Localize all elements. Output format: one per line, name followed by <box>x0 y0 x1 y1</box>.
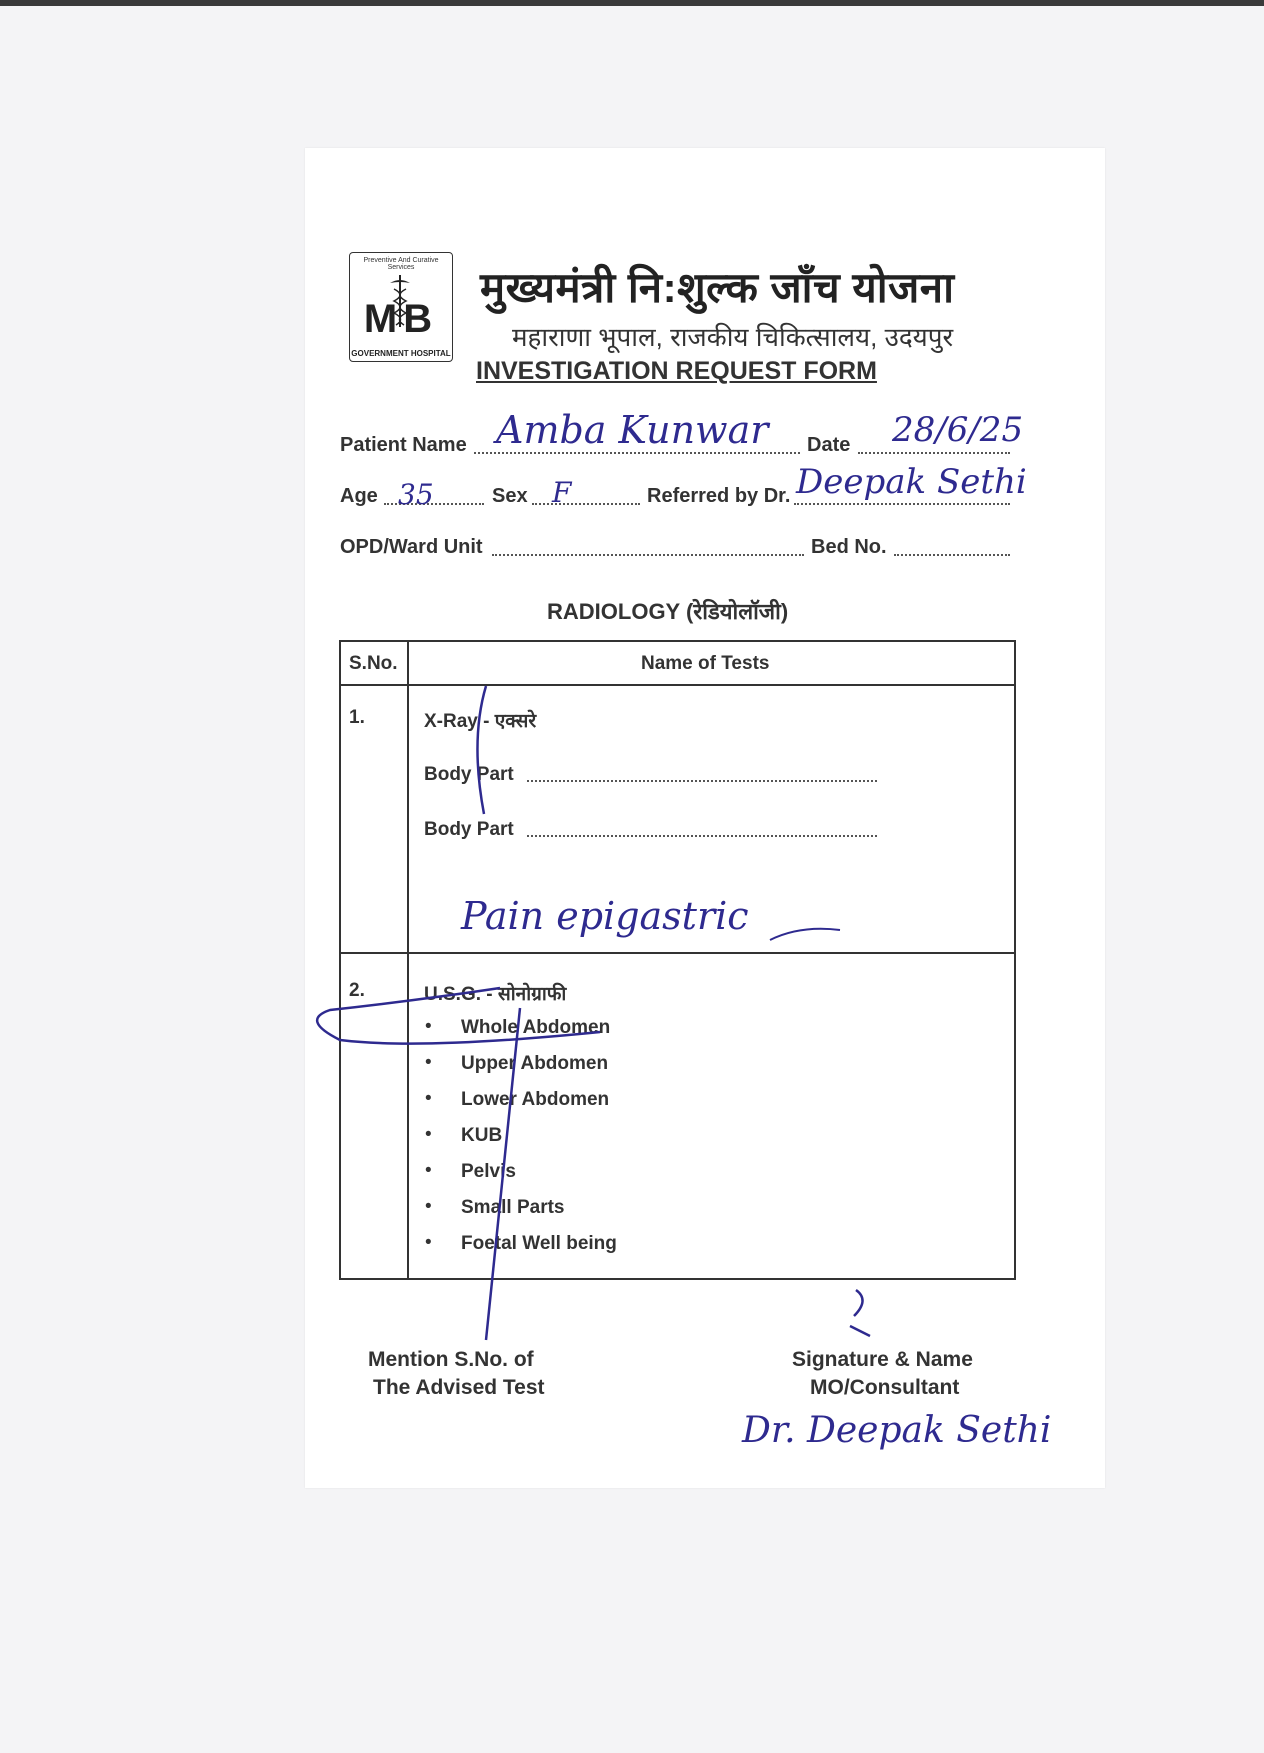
hospital-name: महाराणा भूपाल, राजकीय चिकित्सालय, उदयपुर <box>512 322 954 352</box>
col-sno-header: S.No. <box>349 653 398 674</box>
usg-item: Pelvis <box>461 1161 516 1182</box>
row1-handwritten-note: Pain epigastric <box>461 894 749 938</box>
date-value[interactable]: 28/6/25 <box>892 410 1024 450</box>
bullet-icon: • <box>425 1052 432 1073</box>
logo-tagline: Preventive And Curative Services <box>363 257 439 271</box>
opd-label: OPD/Ward Unit <box>340 536 483 558</box>
scheme-title: मुख्यमंत्री नि:शुल्क जाँच योजना <box>480 264 955 311</box>
section-title: RADIOLOGY (रेडियोलॉजी) <box>547 599 789 624</box>
row1-sno: 1. <box>349 707 365 728</box>
usg-check-stroke <box>317 988 600 1044</box>
mention-line-2: The Advised Test <box>373 1376 545 1399</box>
referred-label: Referred by Dr. <box>647 485 791 507</box>
bullet-icon: • <box>425 1016 432 1037</box>
bullet-icon: • <box>425 1232 432 1253</box>
xray-bracket-stroke <box>477 686 486 814</box>
patient-name-value[interactable]: Amba Kunwar <box>496 408 769 452</box>
usg-item: Upper Abdomen <box>461 1053 609 1074</box>
usg-item: Whole Abdomen <box>461 1017 611 1038</box>
referred-value[interactable]: Deepak Sethi <box>796 462 1027 502</box>
logo-caption: GOVERNMENT HOSPITAL <box>351 349 451 358</box>
initial-stroke <box>850 1290 870 1336</box>
date-label: Date <box>807 434 851 456</box>
row1-title: X-Ray - एक्सरे <box>424 711 537 732</box>
designation-label: MO/Consultant <box>810 1376 960 1399</box>
usg-item: Foetal Well being <box>461 1233 617 1254</box>
age-value[interactable]: 35 <box>398 478 434 511</box>
col-tests-header: Name of Tests <box>641 653 770 674</box>
row1-body-part-1: Body Part <box>424 764 514 785</box>
bullet-icon: • <box>425 1088 432 1109</box>
logo-letters: MB <box>363 297 439 341</box>
usg-bracket-stroke <box>486 1008 520 1340</box>
row1-body-part-2: Body Part <box>424 819 514 840</box>
bullet-icon: • <box>425 1196 432 1217</box>
note-underline-stroke <box>770 929 840 940</box>
signature-label: Signature & Name <box>792 1348 973 1371</box>
handwritten-signature: Dr. Deepak Sethi <box>742 1410 1052 1451</box>
mention-line-1: Mention S.No. of <box>368 1348 534 1371</box>
bed-label: Bed No. <box>811 536 887 558</box>
sex-value[interactable]: F <box>552 476 572 509</box>
bullet-icon: • <box>425 1160 432 1181</box>
row2-sno: 2. <box>349 980 365 1001</box>
usg-item: Lower Abdomen <box>461 1089 610 1110</box>
row2-title: U.S.G. - सोनोग्राफी <box>424 984 567 1005</box>
sex-label: Sex <box>492 485 528 507</box>
patient-name-label: Patient Name <box>340 434 467 456</box>
age-label: Age <box>340 485 378 507</box>
usg-item: Small Parts <box>461 1197 565 1218</box>
bullet-icon: • <box>425 1124 432 1145</box>
usg-item: KUB <box>461 1125 503 1146</box>
form-title: INVESTIGATION REQUEST FORM <box>476 357 877 385</box>
